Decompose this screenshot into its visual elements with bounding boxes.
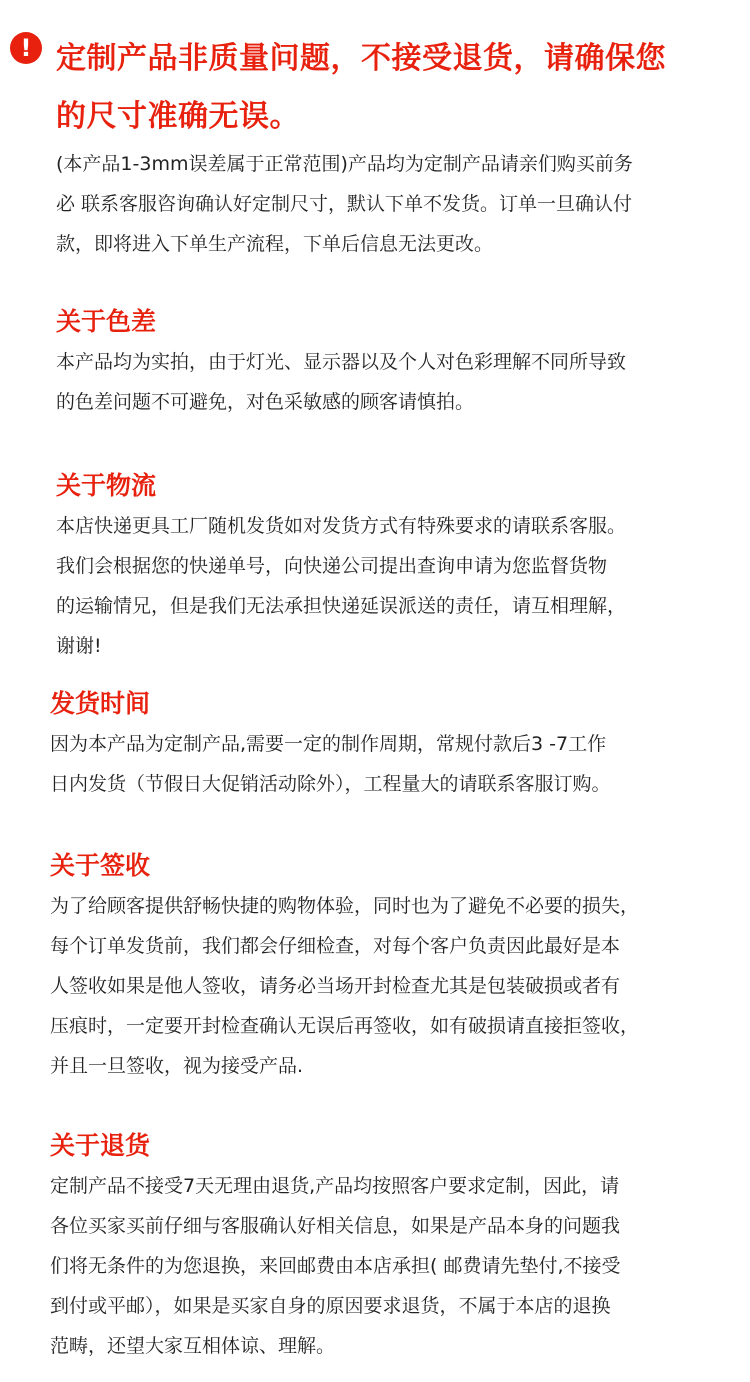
- section-title: 关于色差: [56, 307, 157, 336]
- body-line: 本产品均为实拍，由于灯光、显示器以及个人对色彩理解不同所导致: [56, 351, 627, 373]
- intro-line: 必 联系客服咨询确认好定制尺寸，默认下单不发货。订单一旦确认付: [56, 193, 633, 215]
- body-line: 的运输情兄，但是我们无法承担快递延误派送的责任，请互相理解，: [56, 595, 627, 617]
- section-title: 关于退货: [50, 1131, 151, 1160]
- exclamation-circle-icon: !: [10, 32, 42, 64]
- body-line: 并且一旦签收，视为接受产品.: [50, 1055, 304, 1077]
- intro-line: (本产品1-3mm误差属于正常范围)产品均为定制产品请亲们购买前务: [56, 153, 633, 175]
- body-line: 本店快递更具工厂随机发货如对发货方式有特殊要求的请联系客服。: [56, 515, 627, 537]
- body-line: 各位买家买前仔细与客服确认好相关信息，如果是产品本身的问题我: [50, 1215, 621, 1237]
- notice-headline: [56, 30, 736, 146]
- intro-paragraph: [56, 144, 746, 264]
- body-line: 压痕时，一定要开封检查确认无误后再签收，如有破损请直接拒签收，: [50, 1015, 640, 1037]
- section-body: [56, 342, 750, 422]
- section-receipt: [50, 846, 750, 1086]
- body-line: 每个订单发货前，我们都会仔细检查，对每个客户负责因此最好是本: [50, 935, 621, 957]
- headline-line: 的尺寸准确无误。: [56, 99, 300, 134]
- body-line: 日内发货（节假日大促销活动除外），工程量大的请联系客服订购。: [50, 773, 611, 795]
- section-title: 关于物流: [56, 471, 157, 500]
- section-body: [56, 506, 750, 666]
- body-line: 因为本产品为定制产品,需要一定的制作周期，常规付款后3 -7工作: [50, 733, 607, 755]
- body-line: 我们会根据您的快递单号，向快递公司提出查询申请为您监督货物: [56, 555, 608, 577]
- section-shipping-time: [50, 684, 750, 804]
- section-returns: [50, 1126, 750, 1366]
- section-body: [50, 1166, 750, 1366]
- body-line: 到付或平邮），如果是买家自身的原因要求退货，不属于本店的退换: [50, 1295, 611, 1317]
- body-line: 的色差问题不可避免，对色采敏感的顾客请慎拍。: [56, 391, 475, 413]
- body-line: 为了给顾客提供舒畅快捷的购物体验，同时也为了避免不必要的损失，: [50, 895, 640, 917]
- section-title: 关于签收: [50, 851, 151, 880]
- body-line: 们将无条件的为您退换，来回邮费由本店承担( 邮费请先垫付,不接受: [50, 1255, 621, 1277]
- body-line: 人签收如果是他人签收，请务必当场开封检查尤其是包装破损或者有: [50, 975, 621, 997]
- intro-line: 款，即将进入下单生产流程，下单后信息无法更改。: [56, 233, 494, 255]
- section-title: 发货时间: [50, 689, 151, 718]
- body-line: 范畴，还望大家互相体谅、理解。: [50, 1335, 336, 1357]
- section-logistics: [56, 466, 750, 666]
- section-color-difference: [56, 302, 750, 422]
- body-line: 谢谢!: [56, 635, 102, 657]
- section-body: [50, 886, 750, 1086]
- section-body: [50, 724, 750, 804]
- headline-line: 定制产品非质量问题，不接受退货，请确保您: [56, 41, 666, 76]
- body-line: 定制产品不接受7天无理由退货,产品均按照客户要求定制，因此，请: [50, 1175, 620, 1197]
